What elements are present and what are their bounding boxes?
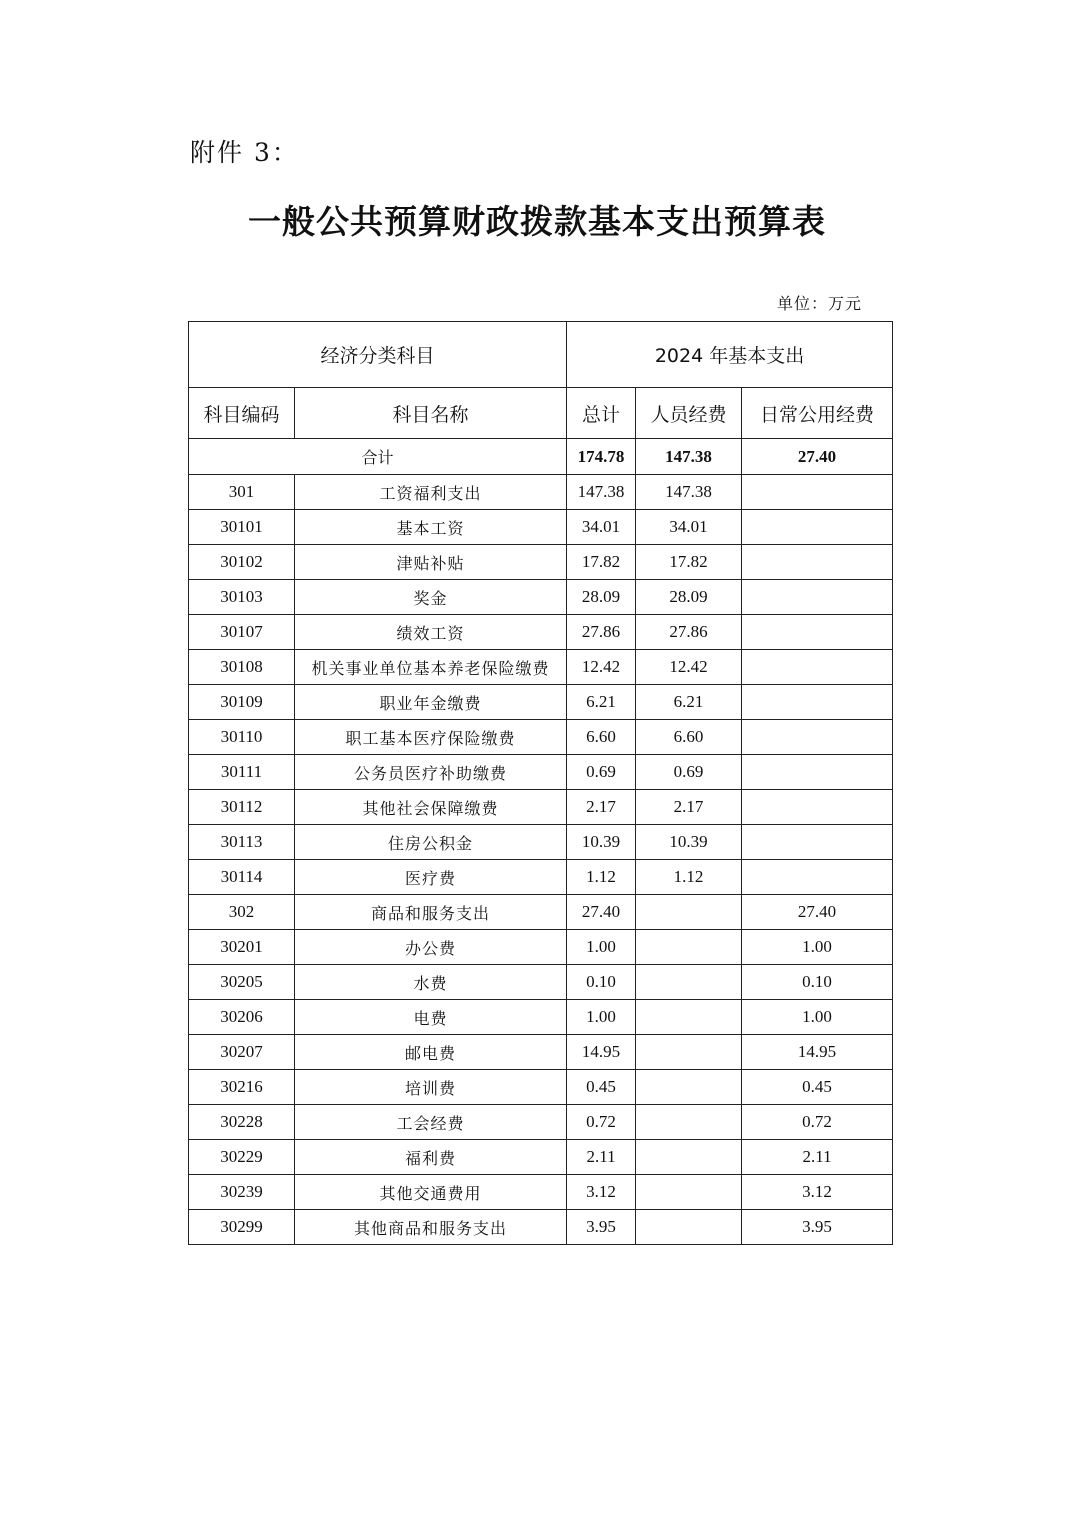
cell-total: 2.11: [567, 1140, 636, 1175]
table-row: [189, 1070, 893, 1105]
cell-code: 30112: [189, 790, 295, 825]
cell-personnel: 6.21: [636, 685, 742, 720]
cell-total: 3.95: [567, 1210, 636, 1245]
column-header-row: [189, 388, 893, 439]
cell-total: 1.00: [567, 1000, 636, 1035]
column-header-total: 总计: [567, 388, 636, 439]
total-total: 174.78: [567, 439, 636, 475]
cell-public: 3.95: [742, 1210, 893, 1245]
cell-code: 302: [189, 895, 295, 930]
cell-code: 30207: [189, 1035, 295, 1070]
cell-personnel: 2.17: [636, 790, 742, 825]
table-row: [189, 755, 893, 790]
cell-personnel: [636, 1070, 742, 1105]
cell-name: 职业年金缴费: [295, 685, 567, 720]
budget-table: [188, 321, 893, 1245]
cell-public: [742, 615, 893, 650]
cell-code: 30229: [189, 1140, 295, 1175]
cell-public: 1.00: [742, 1000, 893, 1035]
cell-public: [742, 720, 893, 755]
cell-name: 商品和服务支出: [295, 895, 567, 930]
cell-code: 30101: [189, 510, 295, 545]
cell-total: 27.40: [567, 895, 636, 930]
cell-public: [742, 510, 893, 545]
cell-total: 147.38: [567, 475, 636, 510]
cell-personnel: 34.01: [636, 510, 742, 545]
cell-personnel: [636, 1000, 742, 1035]
column-header-code: 科目编码: [189, 388, 295, 439]
cell-public: [742, 685, 893, 720]
cell-name: 工资福利支出: [295, 475, 567, 510]
group-header-economic-class: 经济分类科目: [189, 322, 567, 388]
cell-public: [742, 825, 893, 860]
table-row: [189, 545, 893, 580]
total-row: [189, 439, 893, 475]
table-row: [189, 580, 893, 615]
cell-total: 14.95: [567, 1035, 636, 1070]
cell-total: 0.10: [567, 965, 636, 1000]
cell-total: 12.42: [567, 650, 636, 685]
table-row: [189, 650, 893, 685]
cell-personnel: 6.60: [636, 720, 742, 755]
column-header-personnel: 人员经费: [636, 388, 742, 439]
table-row: [189, 1175, 893, 1210]
cell-public: [742, 545, 893, 580]
column-header-public: 日常公用经费: [742, 388, 893, 439]
cell-personnel: 10.39: [636, 825, 742, 860]
cell-public: 3.12: [742, 1175, 893, 1210]
cell-code: 30109: [189, 685, 295, 720]
cell-name: 绩效工资: [295, 615, 567, 650]
table-row: [189, 685, 893, 720]
table-row: [189, 720, 893, 755]
cell-code: 30206: [189, 1000, 295, 1035]
table-row: [189, 1210, 893, 1245]
cell-public: [742, 475, 893, 510]
table-row: [189, 510, 893, 545]
cell-public: [742, 860, 893, 895]
cell-public: 0.45: [742, 1070, 893, 1105]
cell-public: [742, 580, 893, 615]
cell-name: 电费: [295, 1000, 567, 1035]
cell-name: 其他交通费用: [295, 1175, 567, 1210]
column-header-name: 科目名称: [295, 388, 567, 439]
cell-personnel: [636, 1105, 742, 1140]
table-row: [189, 965, 893, 1000]
cell-code: 30110: [189, 720, 295, 755]
cell-personnel: 12.42: [636, 650, 742, 685]
cell-name: 工会经费: [295, 1105, 567, 1140]
unit-label: 单位：万元: [776, 294, 862, 313]
table-row: [189, 1000, 893, 1035]
cell-name: 机关事业单位基本养老保险缴费: [295, 650, 567, 685]
cell-name: 其他社会保障缴费: [295, 790, 567, 825]
cell-public: 0.10: [742, 965, 893, 1000]
cell-personnel: 27.86: [636, 615, 742, 650]
total-public: 27.40: [742, 439, 893, 475]
cell-public: 2.11: [742, 1140, 893, 1175]
table-row: [189, 615, 893, 650]
cell-name: 医疗费: [295, 860, 567, 895]
cell-personnel: [636, 895, 742, 930]
cell-code: 30216: [189, 1070, 295, 1105]
cell-name: 住房公积金: [295, 825, 567, 860]
cell-total: 6.21: [567, 685, 636, 720]
cell-personnel: [636, 965, 742, 1000]
cell-personnel: 28.09: [636, 580, 742, 615]
cell-name: 福利费: [295, 1140, 567, 1175]
cell-name: 其他商品和服务支出: [295, 1210, 567, 1245]
cell-name: 奖金: [295, 580, 567, 615]
table-row: [189, 1035, 893, 1070]
cell-public: 27.40: [742, 895, 893, 930]
cell-public: 14.95: [742, 1035, 893, 1070]
cell-name: 基本工资: [295, 510, 567, 545]
cell-total: 0.72: [567, 1105, 636, 1140]
cell-personnel: [636, 1035, 742, 1070]
cell-code: 30113: [189, 825, 295, 860]
group-header-basic-expenditure: 2024 年基本支出: [567, 322, 893, 388]
cell-code: 30114: [189, 860, 295, 895]
cell-name: 培训费: [295, 1070, 567, 1105]
cell-personnel: [636, 930, 742, 965]
cell-code: 30111: [189, 755, 295, 790]
cell-name: 水费: [295, 965, 567, 1000]
attachment-label: 附件 3：: [190, 138, 299, 167]
cell-name: 职工基本医疗保险缴费: [295, 720, 567, 755]
cell-total: 6.60: [567, 720, 636, 755]
table-row: [189, 860, 893, 895]
cell-total: 17.82: [567, 545, 636, 580]
cell-code: 30205: [189, 965, 295, 1000]
cell-personnel: 0.69: [636, 755, 742, 790]
cell-name: 邮电费: [295, 1035, 567, 1070]
cell-total: 3.12: [567, 1175, 636, 1210]
cell-code: 30108: [189, 650, 295, 685]
cell-code: 30228: [189, 1105, 295, 1140]
cell-total: 28.09: [567, 580, 636, 615]
table-row: [189, 930, 893, 965]
cell-name: 津贴补贴: [295, 545, 567, 580]
total-label: 合计: [189, 439, 567, 475]
cell-total: 0.45: [567, 1070, 636, 1105]
cell-personnel: [636, 1175, 742, 1210]
table-row: [189, 1105, 893, 1140]
table-row: [189, 895, 893, 930]
cell-public: 0.72: [742, 1105, 893, 1140]
cell-name: 办公费: [295, 930, 567, 965]
table-row: [189, 825, 893, 860]
cell-public: [742, 790, 893, 825]
cell-personnel: [636, 1140, 742, 1175]
cell-public: 1.00: [742, 930, 893, 965]
total-personnel: 147.38: [636, 439, 742, 475]
cell-total: 34.01: [567, 510, 636, 545]
cell-code: 30107: [189, 615, 295, 650]
cell-code: 30299: [189, 1210, 295, 1245]
table-row: [189, 790, 893, 825]
cell-public: [742, 650, 893, 685]
cell-name: 公务员医疗补助缴费: [295, 755, 567, 790]
group-header-row: [189, 322, 893, 388]
cell-code: 301: [189, 475, 295, 510]
cell-total: 0.69: [567, 755, 636, 790]
cell-personnel: [636, 1210, 742, 1245]
cell-code: 30201: [189, 930, 295, 965]
table-row: [189, 475, 893, 510]
cell-personnel: 147.38: [636, 475, 742, 510]
cell-code: 30103: [189, 580, 295, 615]
cell-code: 30102: [189, 545, 295, 580]
cell-total: 10.39: [567, 825, 636, 860]
page-title: 一般公共预算财政拨款基本支出预算表: [248, 202, 826, 241]
cell-total: 1.12: [567, 860, 636, 895]
cell-total: 2.17: [567, 790, 636, 825]
cell-code: 30239: [189, 1175, 295, 1210]
table-row: [189, 1140, 893, 1175]
cell-total: 27.86: [567, 615, 636, 650]
cell-personnel: 17.82: [636, 545, 742, 580]
cell-public: [742, 755, 893, 790]
cell-personnel: 1.12: [636, 860, 742, 895]
cell-total: 1.00: [567, 930, 636, 965]
